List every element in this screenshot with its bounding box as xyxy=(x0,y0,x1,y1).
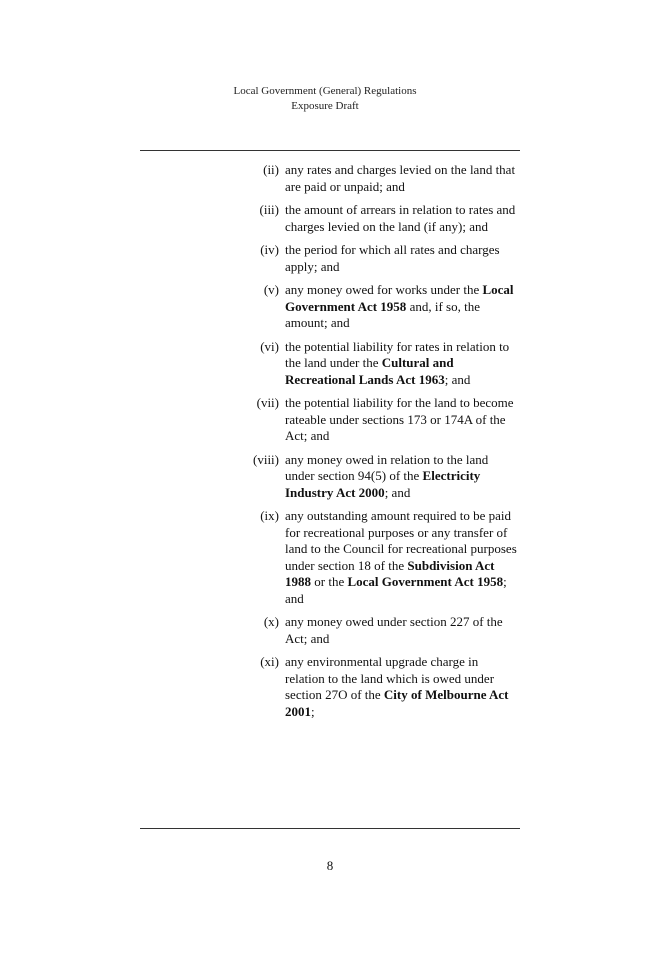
page-header xyxy=(0,84,660,114)
text-segment: ; and xyxy=(444,371,471,387)
text-segment: the potential liability for the land to become rateable under sections 173 or 174A of the Act; and xyxy=(285,395,514,443)
item-text xyxy=(285,242,517,275)
act-title: Electricity Industry Act 2000 xyxy=(285,468,481,500)
act-title: Cultural and Recreational Lands Act 1963 xyxy=(285,355,454,387)
item-label: (ii) xyxy=(263,162,279,177)
text-segment: any money owed for works under the xyxy=(285,282,483,297)
item-label: (viii) xyxy=(253,451,279,467)
text-segment: and, if so, the amount; and xyxy=(285,298,480,330)
footer-divider xyxy=(140,828,520,829)
text-segment: or the xyxy=(311,574,348,589)
document-subtitle: Exposure Draft xyxy=(291,100,359,112)
text-segment: ; and xyxy=(384,484,411,500)
item-label: (xi) xyxy=(260,654,279,669)
act-title: City of Melbourne Act 2001 xyxy=(285,687,509,719)
list-item xyxy=(0,339,660,389)
act-title: Local Government Act 1958 xyxy=(285,282,514,314)
list-item xyxy=(0,452,660,502)
text-segment: ; xyxy=(311,703,315,719)
item-label: (iii) xyxy=(259,202,279,217)
item-label: (ix) xyxy=(260,508,279,523)
text-segment: any money owed under section 227 of the Act; and xyxy=(285,614,503,646)
text-segment: any rates and charges levied on the land that are paid or unpaid; and xyxy=(285,162,516,194)
provision-list xyxy=(0,162,660,727)
list-item xyxy=(0,202,660,235)
page-number: 8 xyxy=(326,858,334,873)
list-item xyxy=(0,395,660,445)
act-title: Local Government Act 1958 xyxy=(347,574,504,589)
list-item xyxy=(0,242,660,275)
item-label: (v) xyxy=(263,282,279,297)
text-segment: any outstanding amount required to be paid for recreational purposes or any transfer of land to the Council for recreational purposes under section 18 of the xyxy=(285,508,517,573)
act-title: Subdivision Act 1988 xyxy=(285,557,495,589)
text-segment: ; and xyxy=(285,574,507,606)
item-text xyxy=(285,654,517,720)
text-segment: the potential liability for rates in relation to the land under the xyxy=(285,338,510,370)
item-text xyxy=(285,162,517,195)
text-segment: any money owed in relation to the land under section 94(5) of the xyxy=(285,451,489,483)
item-text xyxy=(285,452,517,502)
item-label: (x) xyxy=(263,614,279,629)
list-item xyxy=(0,614,660,647)
list-item xyxy=(0,162,660,195)
list-item xyxy=(0,282,660,332)
item-text xyxy=(285,614,517,647)
text-segment: the period for which all rates and charges apply; and xyxy=(285,242,500,274)
item-text xyxy=(285,282,517,332)
item-label: (vi) xyxy=(260,338,279,354)
document-title: Local Government (General) Regulations xyxy=(233,85,417,97)
text-segment: the amount of arrears in relation to rates and charges levied on the land (if any); and xyxy=(285,202,516,234)
item-text xyxy=(285,339,517,389)
header-divider xyxy=(140,150,520,151)
text-segment: any environmental upgrade charge in relation to the land which is owed under section 27O of the xyxy=(285,654,495,702)
item-label: (vii) xyxy=(256,395,279,410)
item-label: (iv) xyxy=(260,242,279,257)
item-text xyxy=(285,202,517,235)
list-item xyxy=(0,654,660,720)
item-text xyxy=(285,395,517,445)
list-item xyxy=(0,508,660,607)
item-text xyxy=(285,508,517,607)
